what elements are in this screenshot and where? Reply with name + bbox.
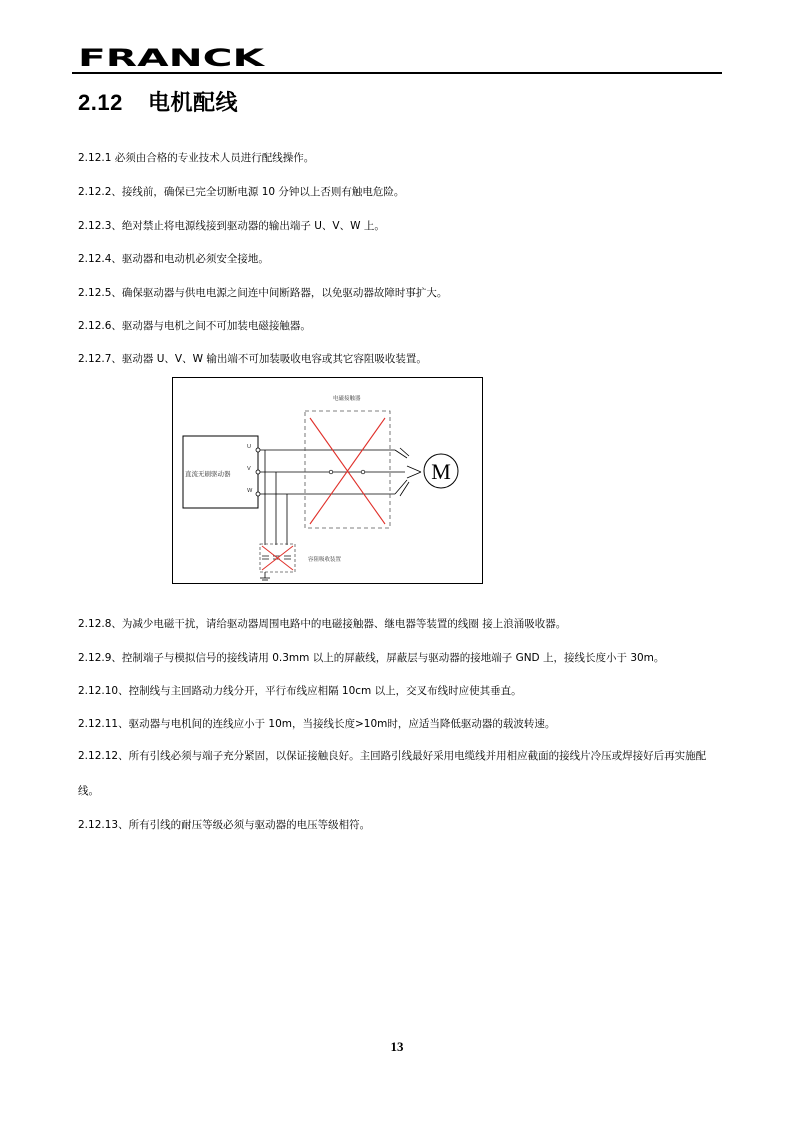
contactor-label: 电磁接触器 (333, 396, 361, 402)
wiring-diagram (172, 377, 483, 584)
terminal-v-point (256, 470, 260, 474)
terminal-u-label: U (247, 444, 252, 450)
motor-label: M (431, 459, 451, 484)
section-title: 电机配线 (148, 90, 239, 115)
paragraph: 2.12.9、控制端子与模拟信号的接线请用 0.3mm 以上的屏蔽线，屏蔽层与驱动器的接地端子 GND 上，接线长度小于 30m。 (78, 652, 665, 664)
terminal-u-point (256, 448, 260, 452)
paragraph: 2.12.8、为减少电磁干扰，请给驱动器周围电路中的电磁接触器、继电器等装置的线圈 接上浪涌吸收器。 (78, 618, 567, 630)
franck-logo (78, 46, 268, 68)
header-rule (72, 72, 722, 74)
paragraph: 2.12.7、驱动器 U、V、W 输出端不可加装吸收电容或其它容阻吸收装置。 (78, 353, 427, 365)
terminal-w-label: W (247, 488, 253, 494)
paragraph: 2.12.11、驱动器与电机间的连线应小于 10m，当接线长度>10m时，应适当降低驱动器的载波转速。 (78, 718, 556, 730)
driver-label: 直流无刷驱动器 (185, 470, 231, 478)
paragraph: 2.12.12、所有引线必须与端子充分紧固，以保证接触良好。主回路引线最好采用电缆线并用相应截面的接线片冷压或焊接好后再实施配线。 (78, 750, 707, 797)
section-number: 2.12 (78, 90, 123, 115)
terminal-w-point (256, 492, 260, 496)
paragraph: 2.12.2、接线前，确保已完全切断电源 10 分钟以上否则有触电危险。 (78, 186, 405, 198)
paragraph: 2.12.3、绝对禁止将电源线接到驱动器的输出端子 U、V、W 上。 (78, 220, 385, 232)
paragraph: 2.12.13、所有引线的耐压等级必须与驱动器的电压等级相符。 (78, 819, 371, 831)
absorber-label: 容阻吸收装置 (308, 557, 342, 563)
paragraph: 2.12.6、驱动器与电机之间不可加装电磁接触器。 (78, 320, 311, 332)
paragraph: 2.12.10、控制线与主回路动力线分开，平行布线应相隔 10cm 以上，交叉布线时应使其垂直。 (78, 685, 522, 697)
page-number: 13 (390, 1039, 404, 1054)
logo-text: FRANCK (78, 46, 267, 68)
section-heading (78, 86, 238, 117)
paragraph: 2.12.5、确保驱动器与供电电源之间连中间断路器，以免驱动器故障时事扩大。 (78, 287, 448, 299)
paragraph: 2.12.1 必须由合格的专业技术人员进行配线操作。 (78, 152, 315, 164)
paragraph: 2.12.4、驱动器和电动机必须安全接地。 (78, 253, 269, 265)
terminal-v-label: V (247, 466, 251, 472)
